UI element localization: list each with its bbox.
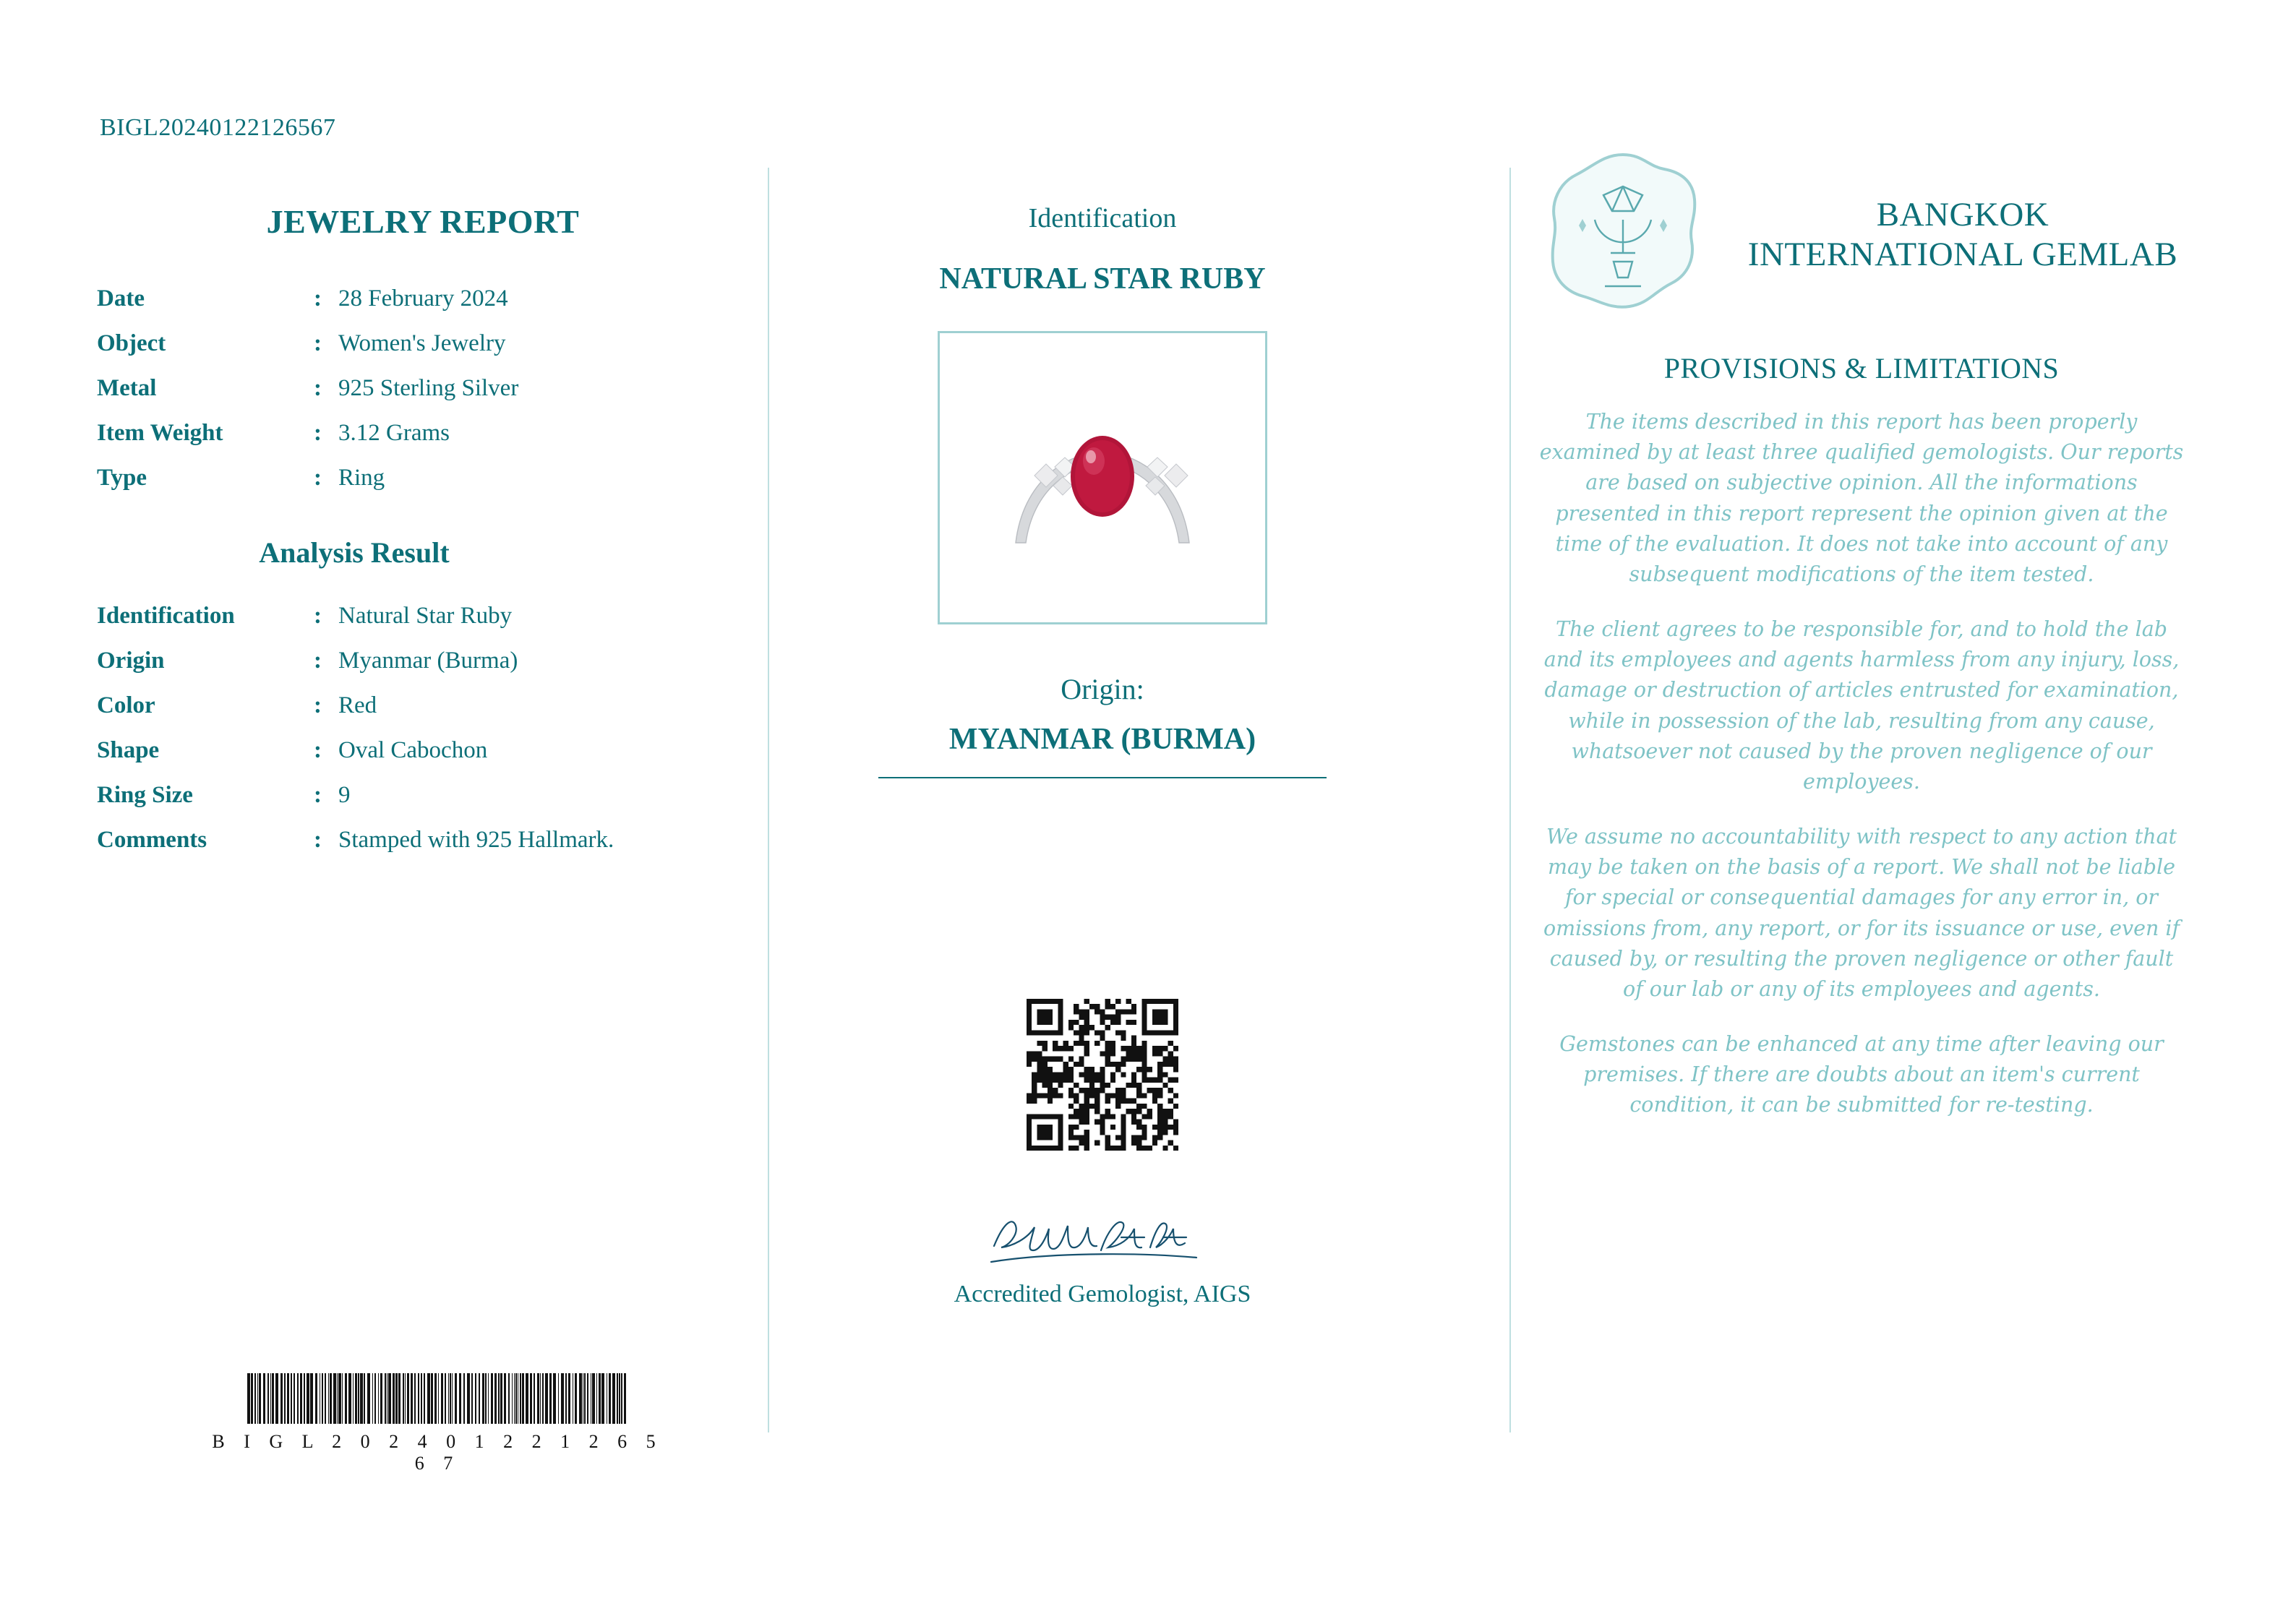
analysis-separator: :: [314, 827, 322, 853]
analysis-result-heading: Analysis Result: [259, 536, 450, 569]
detail-separator: :: [314, 285, 322, 312]
analysis-separator: :: [314, 648, 322, 674]
analysis-separator: :: [314, 782, 322, 808]
detail-label: Type: [97, 465, 147, 491]
analysis-value: Oval Cabochon: [338, 737, 488, 763]
report-number: BIGL20240122126567: [100, 114, 336, 141]
detail-label: Item Weight: [97, 420, 223, 446]
analysis-value: Red: [338, 692, 377, 718]
brand-header: [1533, 145, 2190, 325]
gem-name: NATURAL STAR RUBY: [939, 262, 1266, 296]
origin-label: Origin:: [1061, 673, 1144, 705]
provision-paragraph: The client agrees to be responsible for, and to hold the lab and its employees and agents harmless from any injury, loss, damage or destruction of articles entrusted for examination, while in possession of the lab, resulting from any cause, whatsoever not caused by the proven negligence of our employees.: [1543, 617, 2180, 794]
detail-label: Object: [97, 330, 166, 356]
gem-photo-frame: [938, 331, 1267, 624]
analysis-label: Color: [97, 692, 155, 718]
page-title: JEWELRY REPORT: [266, 203, 580, 240]
barcode-image: [206, 1373, 669, 1424]
table-row: [97, 420, 518, 465]
qr-code-image: [1027, 999, 1178, 1151]
table-row: [97, 465, 518, 510]
barcode-block: [206, 1373, 669, 1474]
divider-rule: [878, 777, 1327, 778]
detail-separator: :: [314, 420, 322, 446]
analysis-label: Identification: [97, 603, 235, 629]
analysis-value: 9: [338, 782, 351, 808]
qr-code[interactable]: [1027, 999, 1178, 1151]
signature: [802, 1201, 1402, 1273]
middle-column: [802, 202, 1402, 1308]
detail-separator: :: [314, 375, 322, 401]
provision-paragraph: We assume no accountability with respect to any action that may be taken on the basis of a report. We shall not be liable for special or consequential damages for any error in, or omissions from, any report, or for its issuance or use, even if caused by, or resulting the proven negligence or other fault of our lab or any of its employees and agents.: [1543, 825, 2180, 1001]
provisions-title: PROVISIONS & LIMITATIONS: [1663, 352, 2060, 384]
gemlab-logo-icon: [1533, 145, 1713, 325]
origin-value: MYANMAR (BURMA): [948, 723, 1256, 756]
detail-value: 925 Sterling Silver: [338, 375, 519, 401]
identification-label: Identification: [1028, 203, 1177, 233]
detail-value: 28 February 2024: [338, 285, 508, 312]
left-column: [87, 202, 759, 872]
signature-image: [980, 1201, 1225, 1273]
item-details-table: [97, 285, 518, 510]
analysis-label: Ring Size: [97, 782, 193, 808]
analysis-value: Myanmar (Burma): [338, 648, 518, 674]
column-divider-right: [1509, 168, 1511, 1432]
analysis-result-table: [97, 603, 614, 872]
brand-title: BANGKOK INTERNATIONAL GEMLAB: [1747, 195, 2178, 273]
detail-label: Metal: [97, 375, 157, 401]
detail-label: Date: [97, 285, 145, 312]
analysis-separator: :: [314, 692, 322, 718]
table-row: [97, 603, 614, 648]
detail-separator: :: [314, 330, 322, 356]
detail-value: 3.12 Grams: [338, 420, 450, 446]
detail-separator: :: [314, 465, 322, 491]
analysis-value: Stamped with 925 Hallmark.: [338, 827, 614, 853]
table-row: [97, 692, 614, 737]
table-row: [97, 648, 614, 692]
table-row: [97, 827, 614, 872]
ring-photo: [965, 395, 1240, 561]
signature-caption: Accredited Gemologist, AIGS: [954, 1281, 1251, 1307]
right-column: [1533, 145, 2190, 1146]
barcode-number: B I G L 2 0 2 4 0 1 2 2 1 2 6 5 6 7: [212, 1431, 663, 1474]
analysis-label: Shape: [97, 737, 160, 763]
provision-paragraph: Gemstones can be enhanced at any time after leaving our premises. If there are doubts about an item's current condition, it can be submitted for re-testing.: [1559, 1032, 2164, 1117]
analysis-separator: :: [314, 737, 322, 763]
detail-value: Ring: [338, 465, 385, 491]
table-row: [97, 375, 518, 420]
table-row: [97, 737, 614, 782]
logo-svg: [1533, 145, 1713, 325]
table-row: [97, 330, 518, 375]
analysis-label: Comments: [97, 827, 207, 853]
analysis-separator: :: [314, 603, 322, 629]
table-row: [97, 782, 614, 827]
detail-value: Women's Jewelry: [338, 330, 506, 356]
analysis-label: Origin: [97, 648, 165, 674]
analysis-value: Natural Star Ruby: [338, 603, 513, 629]
provision-paragraph: The items described in this report has been properly examined by at least three qualified gemologists. Our reports are based on subjective opinion. All the informations presented in this report represent the opinion given at the time of the evaluation. It does not take into account of any subsequent modifications of the item tested.: [1539, 410, 2184, 586]
column-divider-left: [768, 168, 769, 1432]
table-row: [97, 285, 518, 330]
